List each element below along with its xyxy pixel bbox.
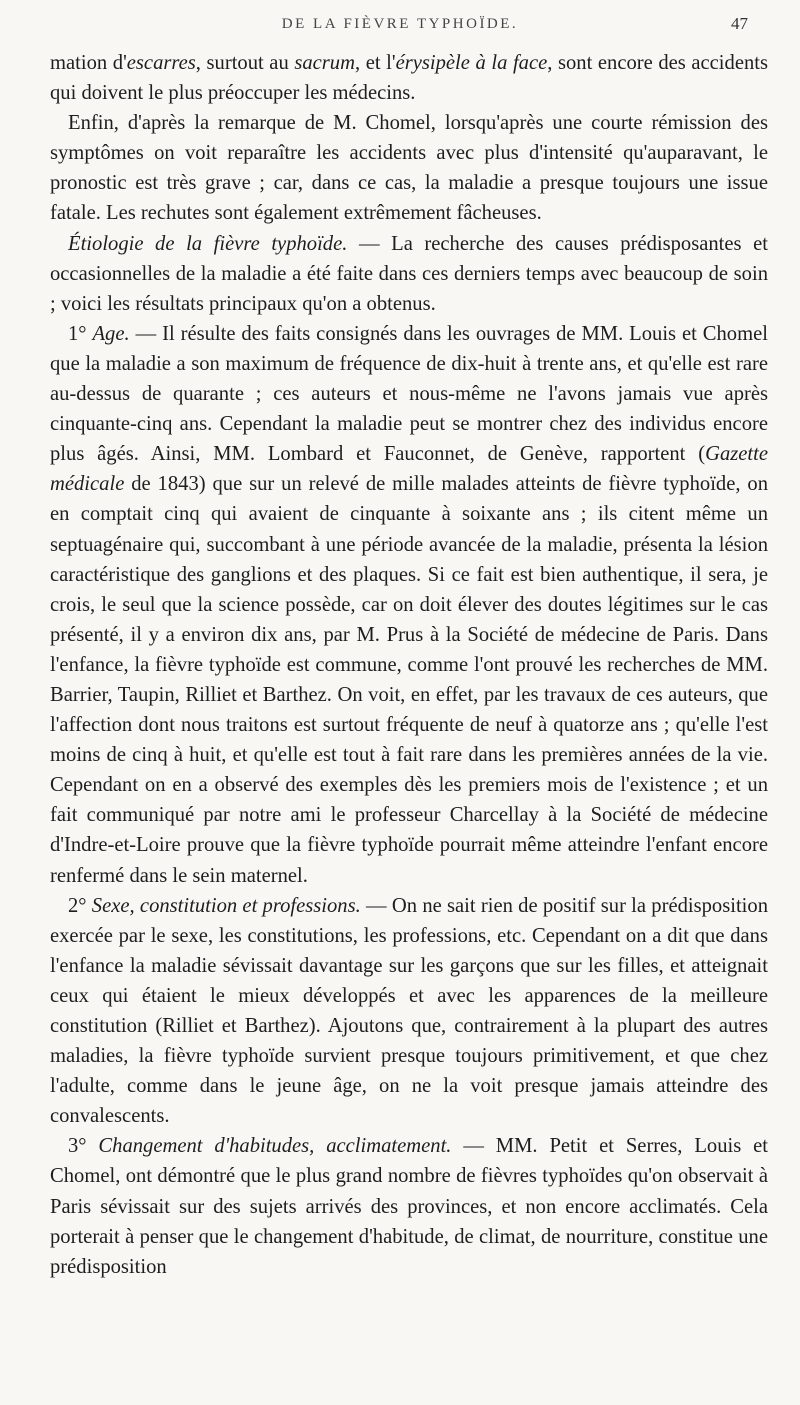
italic-text: sacrum	[294, 52, 355, 74]
text-run: 2°	[68, 894, 92, 917]
italic-text: Sexe, constitution et professions.	[91, 894, 361, 917]
running-title: DE LA FIÈVRE TYPHOÏDE.	[281, 16, 519, 32]
paragraph	[50, 108, 768, 228]
italic-text: escarres	[126, 52, 196, 74]
text-run: de 1843) que sur un relevé de mille malades atteints de fièvre typhoïde, on en comptait cinq qui avaient de cinquante à soixante ans ; ils citent même un septuagénaire qui, succombant à une période avancée de la maladie, présenta la lésion caractéristique des ganglions et des plaques. Si ce fait est bien authentique, il sera, je crois, le seul que la science possède, car on doit élever des doutes légitimes sur le cas présenté, il y a environ dix ans, par M. Prus à la Société de médecine de Paris. Dans l'enfance, la fièvre typhoïde est commune, comme l'ont prouvé les recherches de MM. Barrier, Taupin, Rilliet et Barthez. On voit, en effet, par les travaux de ces auteurs, que l'affection dont nous traitons est surtout fréquente de neuf à quatorze ans ; qu'elle l'est moins de cinq à huit, et qu'elle est tout à fait rare dans les premières années de la vie. Cependant on en a observé des exemples dès les premiers mois de l'existence ; et un fait communiqué par notre ami le professeur Charcellay à la Société de médecine d'Indre-et-Loire prouve que la fièvre typhoïde pourrait même atteindre l'enfant encore renfermé dans le sein maternel.	[50, 473, 768, 887]
italic-text: Age.	[92, 322, 130, 345]
body-text	[50, 48, 768, 1282]
text-run: mation d'	[50, 52, 127, 74]
paragraph	[50, 229, 768, 319]
italic-text: Gazette médicale	[50, 443, 768, 496]
text-run: — Il résulte des faits consignés dans les ouvrages de MM. Louis et Chomel que la maladie a son maximum de fréquence de dix-huit à trente ans, et qu'elle est rare au-dessus de quarante ; ces auteurs et nous-même ne l'avons jamais vue après cinquante-cinq ans. Cependant la maladie peut se montrer chez des individus encore plus âgés. Ainsi, MM. Lombard et Fauconnet, de Genève, rapportent (	[50, 322, 768, 466]
text-run: , surtout au	[195, 52, 295, 74]
italic-text: érysipèle à la face	[395, 52, 548, 74]
text-run: 1°	[68, 322, 93, 345]
italic-text: Changement d'habitudes, acclimatement.	[98, 1135, 452, 1158]
paragraph	[50, 319, 768, 891]
text-run: Enfin, d'après la remarque de M. Chomel, lorsqu'après une courte rémission des symptômes on voit reparaître les accidents avec plus d'intensité qu'auparavant, le pronostic est très grave ; car, dans ce cas, la maladie a presque toujours une issue fatale. Les rechutes sont également extrêmement fâcheuses.	[50, 112, 768, 225]
paragraph	[50, 48, 768, 108]
text-run: — MM. Petit et Serres, Louis et Chomel, ont démontré que le plus grand nombre de fièvres typhoïdes qu'on observait à Paris sévissait sur des sujets arrivés des provinces, et non encore acclimatés. Cela porterait à penser que le changement d'habitude, de climat, de nourriture, constitue une prédisposition	[50, 1135, 768, 1278]
text-run: , et l'	[354, 52, 396, 74]
text-run: , sont encore des accidents qui doivent le plus préoccuper les médecins.	[50, 52, 768, 105]
paragraph	[50, 891, 768, 1132]
text-run: — La recherche des causes prédisposantes et occasionnelles de la maladie a été faite dans ces derniers temps avec beaucoup de soin ; voici les résultats principaux qu'on a obtenus.	[50, 232, 768, 315]
text-run: 3°	[68, 1135, 99, 1158]
text-run: — On ne sait rien de positif sur la prédisposition exercée par le sexe, les constitutions, les professions, etc. Cependant on a dit que dans l'enfance la maladie sévissait davantage sur les garçons que sur les filles, et atteignait ceux qui étaient le mieux développés et avec les apparences de la meilleure constitution (Rilliet et Barthez). Ajoutons que, contrairement à la plupart des autres maladies, la fièvre typhoïde survient presque toujours primitivement, et que chez l'adulte, comme dans le jeune âge, on ne la voit presque jamais atteindre des convalescents.	[50, 894, 769, 1128]
italic-text: Étiologie de la fièvre typhoïde.	[68, 232, 348, 255]
page-number: 47	[731, 14, 748, 33]
paragraph	[50, 1131, 768, 1281]
